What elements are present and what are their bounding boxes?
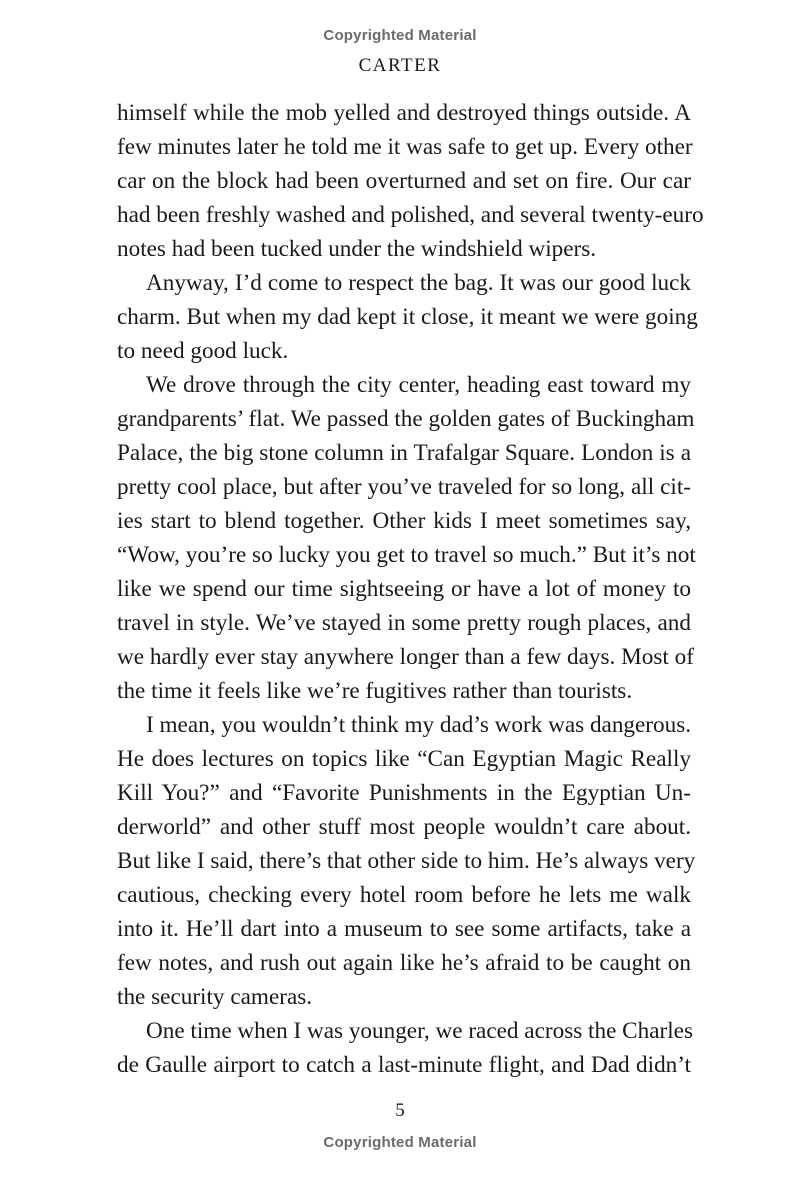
text-line: ies start to blend together. Other kids I meet sometimes say, [117,508,691,534]
text-line: grandparents’ flat. We passed the golden gates of Buckingham [117,406,695,432]
text-line: pretty cool place, but after you’ve traveled for so long, all cit- [117,474,691,500]
text-line: He does lectures on topics like “Can Egyptian Magic Really [117,746,691,772]
text-line: like we spend our time sightseeing or have a lot of money to [117,576,691,602]
text-line: Palace, the big stone column in Trafalgar Square. London is a [117,440,691,466]
text-line: derworld” and other stuff most people wouldn’t care about. [117,814,691,840]
text-line: de Gaulle airport to catch a last-minute flight, and Dad didn’t [117,1052,691,1078]
text-line: few notes, and rush out again like he’s afraid to be caught on [117,950,691,976]
text-line: We drove through the city center, heading east toward my [146,372,691,398]
text-line: “Wow, you’re so lucky you get to travel so much.” But it’s not [117,542,696,568]
text-line: the security cameras. [117,984,313,1010]
text-line: One time when I was younger, we raced across the Charles [146,1018,694,1044]
copyright-watermark-top: Copyrighted Material [323,27,477,44]
page-body [117,96,704,1082]
text-line: had been freshly washed and polished, and several twenty-euro [117,202,704,228]
text-line: to need good luck. [117,338,289,364]
text-line: travel in style. We’ve stayed in some pretty rough places, and [117,610,691,636]
text-line: notes had been tucked under the windshield wipers. [117,236,597,262]
text-line: Anyway, I’d come to respect the bag. It was our good luck [146,270,691,296]
text-line: car on the block had been overturned and set on fire. Our car [117,168,691,194]
text-line: But like I said, there’s that other side to him. He’s always very [117,848,696,874]
text-line: cautious, checking every hotel room before he lets me walk [117,882,691,908]
running-head: CARTER [358,55,442,76]
page-number: 5 [395,1100,405,1121]
text-line: we hardly ever stay anywhere longer than a few days. Most of [117,644,694,670]
text-line: charm. But when my dad kept it close, it meant we were going [117,304,698,330]
text-line: the time it feels like we’re fugitives rather than tourists. [117,678,633,704]
copyright-watermark-bottom: Copyrighted Material [323,1134,477,1151]
text-line: I mean, you wouldn’t think my dad’s work was dangerous. [146,712,692,738]
text-line: few minutes later he told me it was safe to get up. Every other [117,134,693,160]
text-line: into it. He’ll dart into a museum to see some artifacts, take a [117,916,691,942]
text-line: himself while the mob yelled and destroyed things outside. A [117,100,691,126]
text-line: Kill You?” and “Favorite Punishments in the Egyptian Un- [117,780,691,806]
